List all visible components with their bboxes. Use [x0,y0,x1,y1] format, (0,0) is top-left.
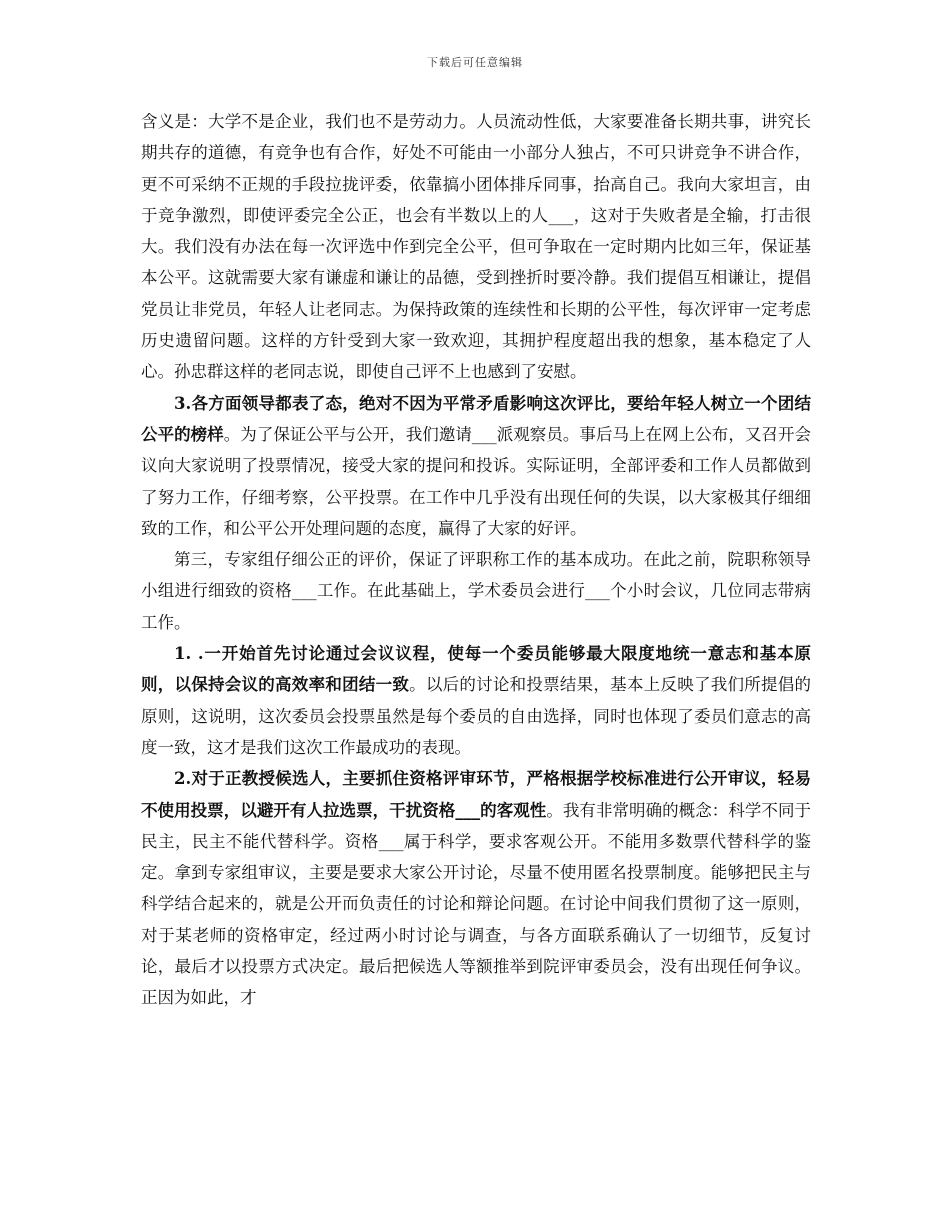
paragraph-4-text: 。以后的讨论和投票结果，基本上反映了我们所提倡的原则，这说明，这次委员会投票虽然是每个委员的自由选择，同时也体现了委员们意志的高度一致，这才是我们这次工作最成功的表现。 [141,675,812,757]
paragraph-2 [141,388,811,544]
paragraph-4 [141,638,811,763]
paragraph-5 [141,763,811,1013]
paragraph-2-text: 。为了保证公平与公开，我们邀请___派观察员。事后马上在网上公布，又召开会议向大家说明了投票情况，接受大家的提问和投诉。实际证明，全部评委和工作人员都做到了努力工作，仔细考察，公平投票。在工作中几乎没有出现任何的失误，以大家极其仔细细致的工作，和公平公开处理问题的态度，赢得了大家的好评。 [141,424,812,538]
paragraph-5-text: 。我有非常明确的概念：科学不同于民主，民主不能代替科学。资格___属于科学，要求客观公开。不能用多数票代替科学的鉴定。拿到专家组审议，主要是要求大家公开讨论，尽量不使用匿名投票制度。能够把民主与科学结合起来的，就是公开而负责任的讨论和辩论问题。在讨论中间我们贯彻了这一原则，对于某老师的资格审定，经过两小时讨论与调查，与各方面联系确认了一切细节，反复讨论，最后才以投票方式决定。最后把候选人等额推举到院评审委员会，没有出现任何争议。正因为如此，才 [141,800,812,1008]
document-body [141,106,811,1014]
page-header: 下载后可任意编辑 [427,56,523,69]
paragraph-1-text: 含义是：大学不是企业，我们也不是劳动力。人员流动性低，大家要准备长期共事，讲究长期共存的道德，有竞争也有合作，好处不可能由一小部分人独占，不可只讲竞争不讲合作，更不可采纳不正规的手段拉拢评委，依靠搞小团体排斥同事，抬高自己。我向大家坦言，由于竞争激烈，即使评委完全公正，也会有半数以上的人___，这对于失败者是全输，打击很大。我们没有办法在每一次评选中作到完全公平，但可争取在一定时期内比如三年，保证基本公平。这就需要大家有谦虚和谦让的品德，受到挫折时要冷静。我们提倡互相谦让，提倡党员让非党员，年轻人让老同志。为保持政策的连续性和长期的公平性，每次评审一定考虑历史遗留问题。这样的方针受到大家一致欢迎，其拥护程度超出我的想象，基本稳定了人心。孙忠群这样的老同志说，即使自己评不上也感到了安慰。 [141,112,811,382]
paragraph-3 [141,544,811,638]
paragraph-5-bold-lead: 2.对于正教授候选人，主要抓住资格评审环节，严格根据学校标准进行公开审议，轻易不使用投票，以避开有人拉选票，干扰资格___的客观性 [141,769,811,820]
paragraph-1 [141,106,811,388]
paragraph-3-text: 第三，专家组仔细公正的评价，保证了评职称工作的基本成功。在此之前，院职称领导小组进行细致的资格___工作。在此基础上，学术委员会进行___个小时会议，几位同志带病工作。 [141,550,811,632]
paragraph-4-bold-lead: 1. .一开始首先讨论通过会议议程，使每一个委员能够最大限度地统一意志和基本原则，以保持会议的高效率和团结一致 [141,644,811,695]
paragraph-2-bold-lead: 3.各方面领导都表了态，绝对不因为平常矛盾影响这次评比，要给年轻人树立一个团结公平的榜样 [141,393,811,444]
